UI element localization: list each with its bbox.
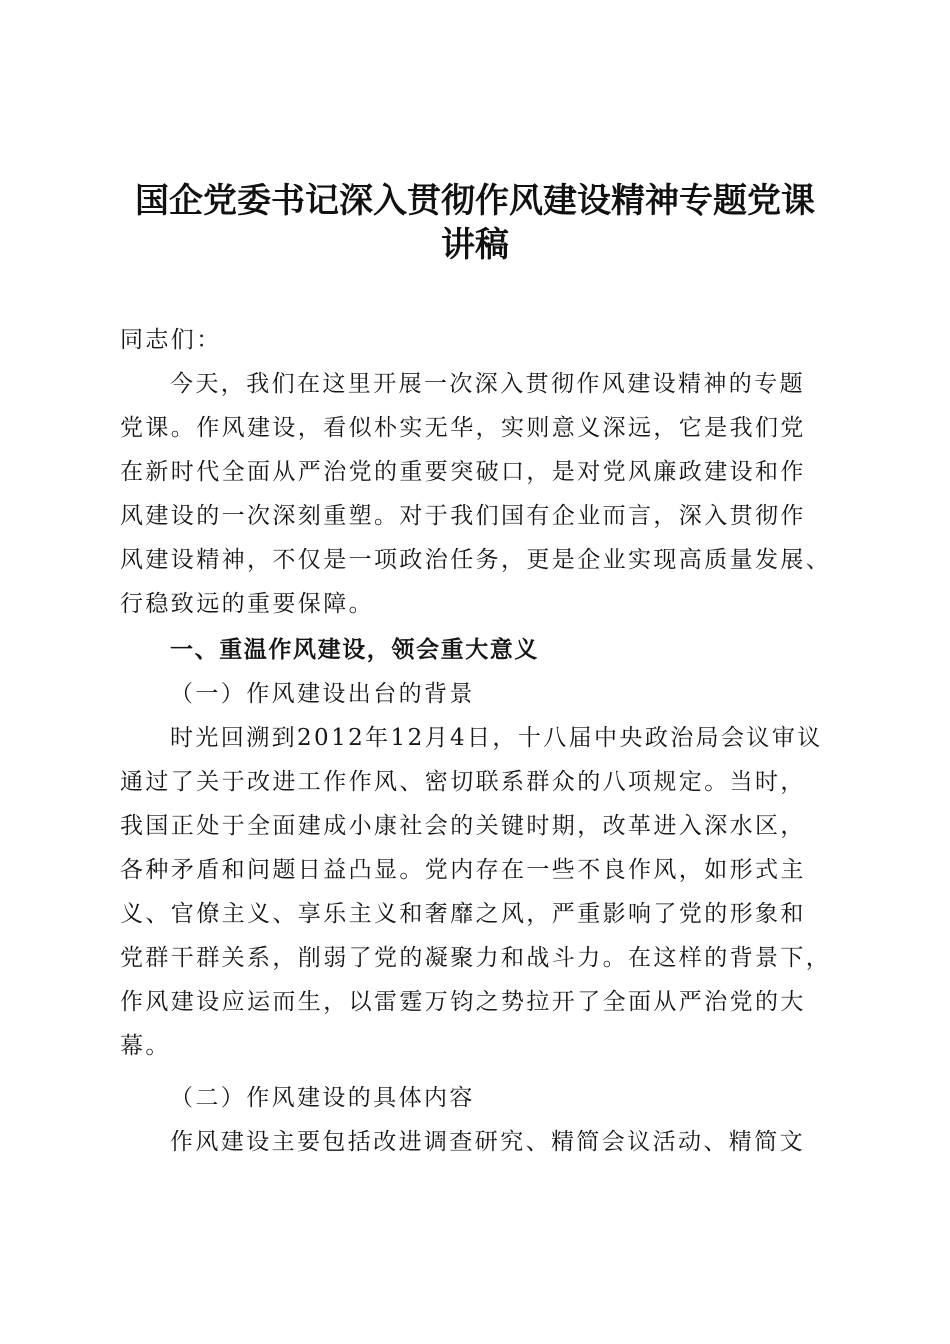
paragraph-line: 我国正处于全面建成小康社会的关键时期，改革进入深水区， [120,813,806,839]
paragraph-line: 风建设的一次深刻重塑。对于我们国有企业而言，深入贯彻作 [120,503,806,529]
paragraph-line: 行稳致远的重要保障。 [120,591,374,617]
document-title-line-1: 国企党委书记深入贯彻作风建设精神专题党课 [135,181,815,221]
paragraph-line: 党课。作风建设，看似朴实无华，实则意义深远，它是我们党 [120,415,806,441]
section-heading: 一、重温作风建设，领会重大意义 [170,636,539,663]
paragraph-line: 义、官僚主义、享乐主义和奢靡之风，严重影响了党的形象和 [120,901,806,927]
paragraph-line: 作风建设主要包括改进调查研究、精简会议活动、精简文 [170,1129,805,1155]
paragraph-line: 通过了关于改进工作作风、密切联系群众的八项规定。当时， [120,769,806,795]
paragraph-line: 时光回溯到2012年12月4日，十八届中央政治局会议审议 [170,725,823,751]
salutation: 同志们： [120,327,222,353]
paragraph-line: 今天，我们在这里开展一次深入贯彻作风建设精神的专题 [170,371,805,397]
subsection-heading: （二）作风建设的具体内容 [170,1085,475,1111]
paragraph-line: 幕。 [120,1033,171,1059]
paragraph-line: 在新时代全面从严治党的重要突破口，是对党风廉政建设和作 [120,459,806,485]
paragraph-line: 党群干群关系，削弱了党的凝聚力和战斗力。在这样的背景下， [120,945,832,971]
subsection-heading: （一）作风建设出台的背景 [170,681,475,707]
paragraph-line: 各种矛盾和问题日益凸显。党内存在一些不良作风，如形式主 [120,857,806,883]
paragraph-line: 作风建设应运而生，以雷霆万钧之势拉开了全面从严治党的大 [120,989,806,1015]
paragraph-line: 风建设精神，不仅是一项政治任务，更是企业实现高质量发展、 [120,547,832,573]
document-title-line-2: 讲稿 [441,225,509,265]
